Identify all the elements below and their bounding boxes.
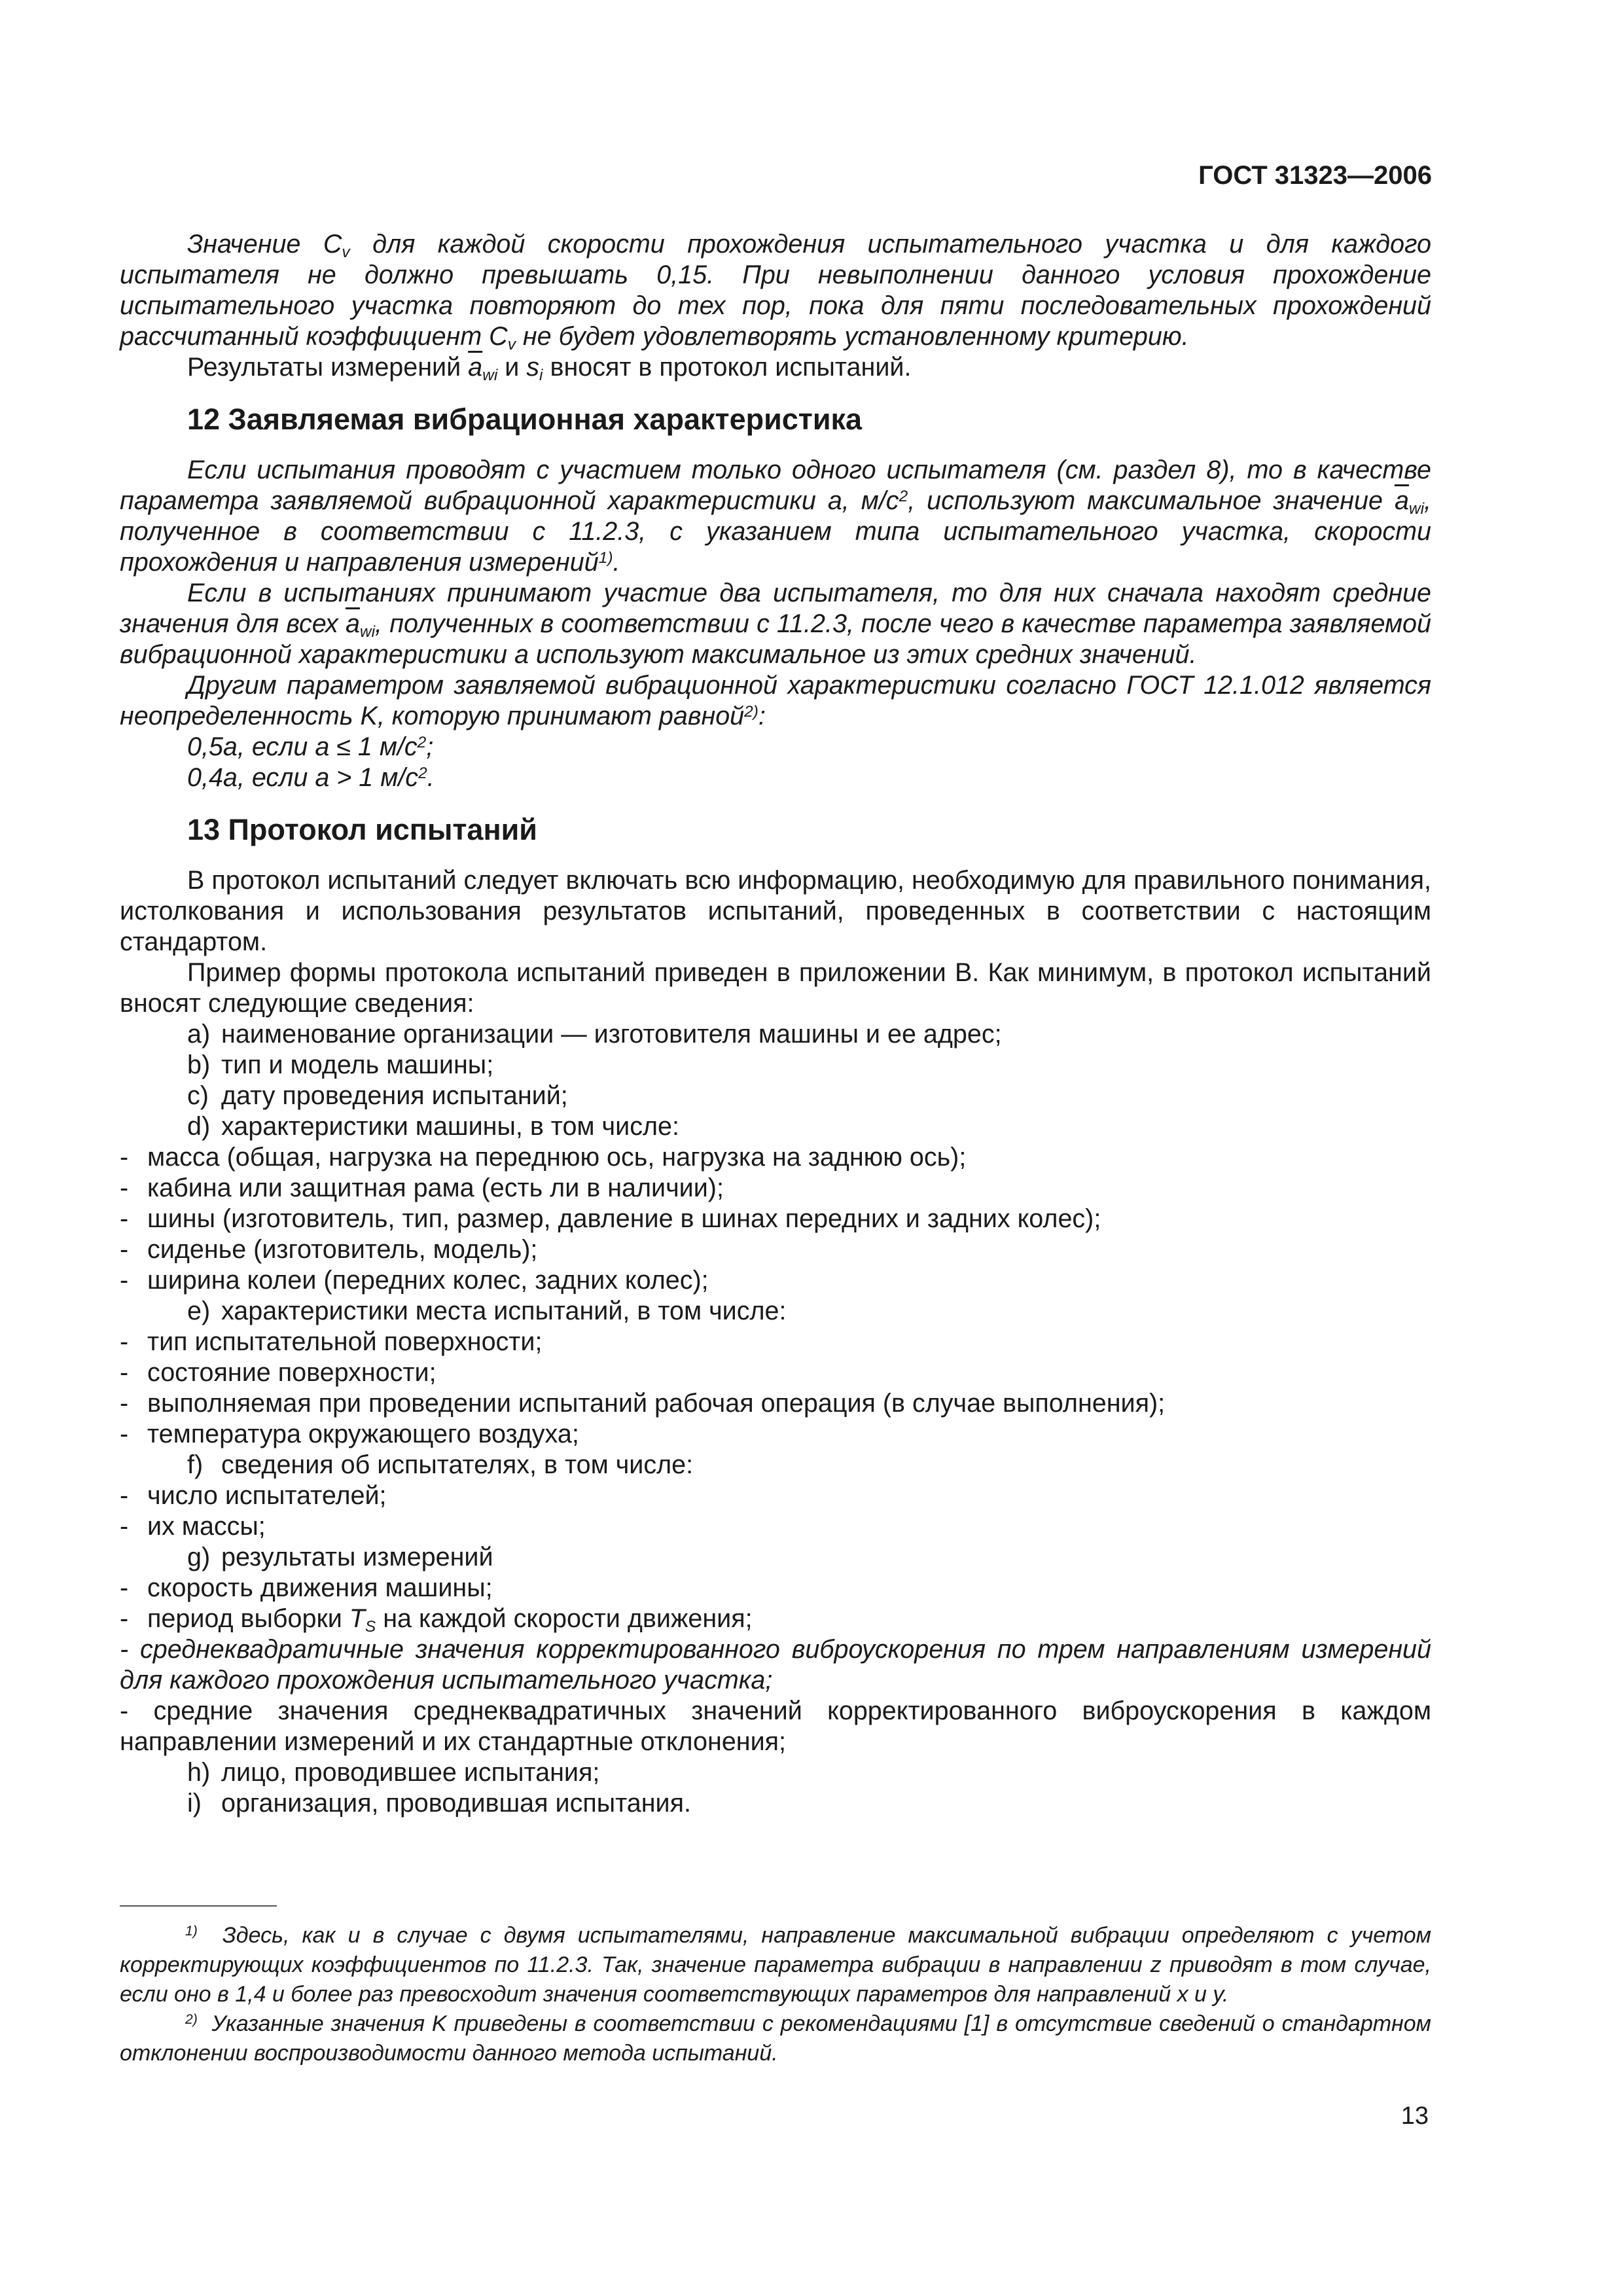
- section-13-heading: 13 Протокол испытаний: [187, 813, 537, 846]
- page-content: [120, 229, 1431, 1819]
- list-item-h: h) лицо, проводившее испытания;: [187, 1758, 600, 1787]
- section-13-paragraph-2: Пример формы протокола испытаний приведен в приложении В. Как минимум, в протокол испытаний вносят следующие сведения:: [120, 958, 1431, 1018]
- document-header: ГОСТ 31323—2006: [1198, 161, 1432, 190]
- section-12-heading: 12 Заявляемая вибрационная характеристика: [187, 403, 863, 436]
- list-item-i: i) организация, проводившая испытания.: [187, 1789, 691, 1818]
- footnotes: [120, 1921, 1431, 2068]
- list-subitem: - тип испытательной поверхности;: [120, 1327, 543, 1356]
- list-item-b: b) тип и модель машины;: [187, 1050, 494, 1079]
- list-subitem: - состояние поверхности;: [120, 1358, 437, 1387]
- section-12-paragraph-2: Если в испытаниях принимают участие два испытателя, то для них сначала находят средние значения для всех $\overline{a}_{wi}$, полученных в соответствии с 11.2.3, после чего в качестве параметра заявляемой вибрационной характеристики a используют максимальное из этих средних значений.: [120, 579, 1431, 669]
- footnote-ref-1: 1): [598, 548, 613, 567]
- section-12-paragraph-3: Другим параметром заявляемой вибрационной характеристики согласно ГОСТ 12.1.012 является неопределенность K, которую принимают равной$^{2)}$:: [120, 671, 1431, 730]
- list-subitem: - скорость движения машины;: [120, 1573, 493, 1602]
- list-subitem: - сиденье (изготовитель, модель);: [120, 1235, 538, 1264]
- list-item-g: g) результаты измерений: [187, 1543, 493, 1571]
- paragraph-cv: Значение $C_v$ для каждой скорости прохождения испытательного участка и для каждого испытателя не должно превышать 0,15. При невыполнении данного условия прохождение испытательного участка повторяют до тех пор, пока для пяти последовательных прохождений рассчитанный коэффициент $C_v$ не будет удовлетворять установленному критерию.: [120, 230, 1431, 354]
- list-subitem: - их массы;: [120, 1512, 266, 1541]
- list-item-e: e) характеристики места испытаний, в том числе:: [187, 1297, 787, 1325]
- list-subitem: - температура окружающего воздуха;: [120, 1420, 579, 1448]
- paragraph-results: Результаты измерений $\overline{a}_{wi}$ и $s_i$ вносят в протокол испытаний.: [187, 353, 912, 385]
- uncertainty-line-2: 0,4a, если a > 1 $м/с^2$.: [187, 763, 435, 792]
- list-subitem: - ширина колеи (передних колес, задних колес);: [120, 1266, 709, 1295]
- list-subitem: - масса (общая, нагрузка на переднюю ось, нагрузка на заднюю ось);: [120, 1143, 967, 1172]
- section-12-paragraph-1: Если испытания проводят с участием только одного испытателя (см. раздел 8), то в качестве параметра заявляемой вибрационной характеристики a, $м/с^2$, используют максимальное значение $\overline{a}_{wi}$, полученное в соответствии с 11.2.3, с указанием типа испытательного участка, скорости прохождения и направления измерений$^{1)}$.: [120, 456, 1432, 577]
- list-item-f: f) сведения об испытателях, в том числе:: [187, 1450, 694, 1479]
- list-subitem: - кабина или защитная рама (есть ли в наличии);: [120, 1174, 724, 1202]
- uncertainty-line-1: 0,5a, если a ≤ 1 $м/с^2$;: [187, 732, 434, 761]
- list-subitem-mean: - средние значения среднеквадратичных значений корректированного виброускорения в каждом направлении измерений и их стандартные отклонения;: [120, 1696, 1431, 1756]
- list-item-d: d) характеристики машины, в том числе:: [187, 1112, 679, 1141]
- footnote-separator: [120, 1905, 277, 1907]
- list-item-a: a) наименование организации — изготовителя машины и ее адрес;: [187, 1020, 1002, 1049]
- list-subitem: - шины (изготовитель, тип, размер, давление в шинах передних и задних колес);: [120, 1204, 1101, 1233]
- page-number: 13: [1400, 2102, 1429, 2130]
- footnote-2: $^{2)}$ Указанные значения K приведены в соответствии с рекомендациями [1] в отсутствие сведений о стандартном отклонении воспроизводимости данного метода испытаний.: [120, 2011, 1431, 2066]
- footnote-ref-2: 2): [744, 702, 758, 721]
- footnote-1: $^{1)}$ Здесь, как и в случае с двумя испытателями, направление максимальной вибрации определяют с учетом корректирующих коэффициентов по 11.2.3. Так, значение параметра вибрации в направлении z приводят в том случае, если оно в 1,4 и более раз превосходит значения соответствующих параметров для направлений x и y.: [120, 1923, 1431, 2007]
- list-subitem: - выполняемая при проведении испытаний рабочая операция (в случае выполнения);: [120, 1389, 1166, 1418]
- section-13-paragraph-1: В протокол испытаний следует включать всю информацию, необходимую для правильного понимания, истолкования и использования результатов испытаний, проведенных в соответствии с настоящим стандартом.: [120, 866, 1431, 956]
- list-item-c: c) дату проведения испытаний;: [187, 1081, 568, 1110]
- list-subitem: - период выборки $T_S$ на каждой скорости движения;: [120, 1604, 753, 1636]
- list-subitem: - число испытателей;: [120, 1481, 387, 1510]
- list-subitem-rms: - среднеквадратичные значения корректированного виброускорения по трем направлениям измерений для каждого прохождения испытательного участка;: [120, 1635, 1431, 1695]
